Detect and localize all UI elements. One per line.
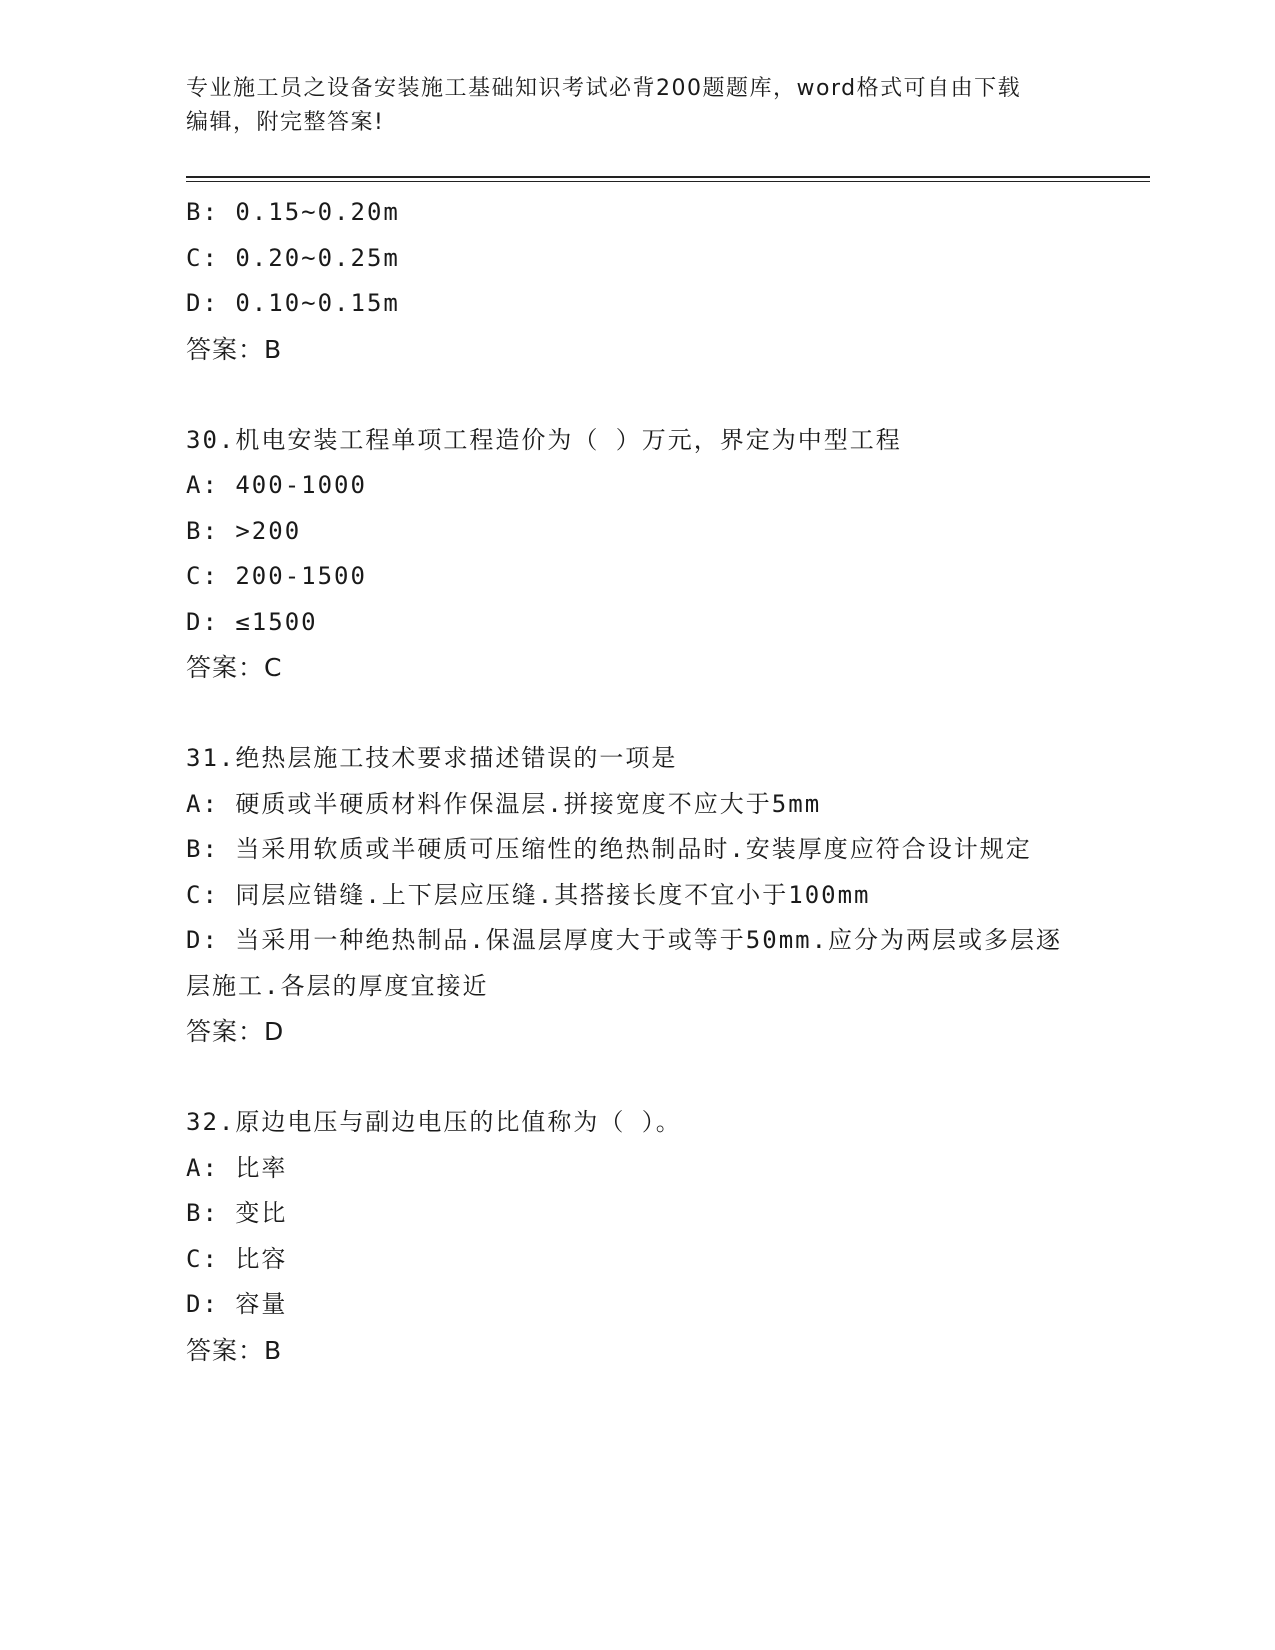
option-c: C: 0.20~0.25m	[186, 243, 400, 272]
question-stem: 31.绝热层施工技术要求描述错误的一项是	[186, 744, 678, 772]
question-stem: 32.原边电压与副边电压的比值称为（ ）。	[186, 1108, 682, 1136]
option-b: B: >200	[186, 516, 302, 545]
question-content	[186, 190, 1086, 1373]
header-divider-thick	[186, 176, 1150, 178]
question-30	[186, 418, 1086, 691]
answer-line: 答案：D	[186, 1017, 285, 1046]
option-d: D: 0.10~0.15m	[186, 289, 400, 317]
option-a: A: 硬质或半硬质材料作保温层.拼接宽度不应大于5mm	[186, 789, 822, 818]
option-b: B: 0.15~0.20m	[186, 198, 400, 226]
question-29-partial	[186, 190, 1086, 372]
answer-line: 答案：B	[186, 1335, 283, 1365]
question-stem: 30.机电安装工程单项工程造价为（ ）万元，界定为中型工程	[186, 425, 902, 454]
option-a: A: 比率	[186, 1153, 288, 1182]
option-a: A: 400-1000	[186, 471, 367, 499]
question-31	[186, 736, 1086, 1055]
header-divider-thin	[186, 181, 1150, 182]
header-line-1: 专业施工员之设备安装施工基础知识考试必背200题题库，word格式可自由下载	[186, 76, 1022, 101]
option-c: C: 同层应错缝.上下层应压缝.其搭接长度不宜小于100mm	[186, 880, 871, 909]
answer-line: 答案：B	[186, 334, 283, 364]
option-c: C: 比容	[186, 1244, 288, 1273]
header-line-2: 编辑，附完整答案!	[186, 110, 385, 135]
answer-line: 答案：C	[186, 653, 283, 682]
option-c: C: 200-1500	[186, 562, 367, 590]
option-d: D: 容量	[186, 1290, 288, 1318]
document-header	[186, 72, 1066, 140]
option-b: B: 变比	[186, 1199, 288, 1227]
option-d: D: ≤1500	[186, 607, 318, 636]
option-d: D: 当采用一种绝热制品.保温层厚度大于或等于50mm.应分为两层或多层逐层施工.各层的厚度宜接近	[186, 926, 1063, 1000]
question-32	[186, 1100, 1086, 1373]
option-b: B: 当采用软质或半硬质可压缩性的绝热制品时.安装厚度应符合设计规定	[186, 835, 1032, 863]
